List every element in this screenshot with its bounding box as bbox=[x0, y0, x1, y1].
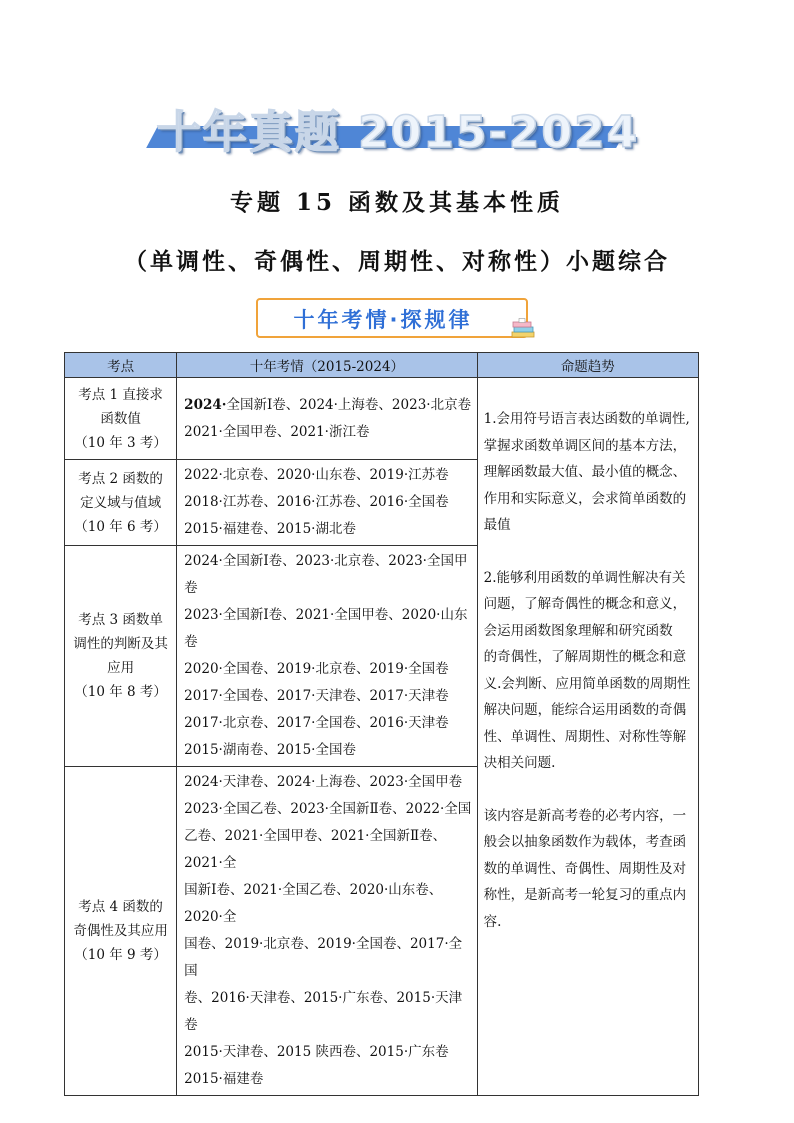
topic-cell bbox=[65, 460, 177, 546]
years-line: 2020·全国卷、2019·北京卷、2019·全国卷 bbox=[184, 661, 449, 677]
topic-line: 考点 1 直接求 bbox=[78, 386, 163, 403]
topic-line: （10 年 6 考） bbox=[74, 518, 167, 535]
years-line: 2017·北京卷、2017·全国卷、2016·天津卷 bbox=[184, 715, 449, 731]
years-text: 全国新Ⅰ卷、2024·上海卷、2023·北京卷 bbox=[226, 396, 472, 413]
topic-line: 考点 4 函数的 bbox=[78, 899, 163, 915]
topic-line: 调性的判断及其 bbox=[73, 636, 168, 652]
years-line: 2023·全国乙卷、2023·全国新Ⅱ卷、2022·全国 bbox=[184, 801, 472, 817]
years-line: 2015·湖南卷、2015·全国卷 bbox=[184, 742, 356, 758]
trend-line: 解决问题，能综合运用函数的奇偶 bbox=[483, 702, 687, 718]
years-line: 2015·福建卷、2015·湖北卷 bbox=[184, 521, 356, 537]
trend-line: 决相关问题. bbox=[483, 755, 556, 771]
title-banner bbox=[148, 92, 648, 162]
years-cell bbox=[177, 767, 477, 1096]
topic-line: （10 年 8 考） bbox=[74, 684, 167, 700]
years-cell bbox=[177, 378, 477, 460]
years-cell bbox=[177, 546, 477, 767]
years-line: 2017·全国卷、2017·天津卷、2017·天津卷 bbox=[184, 688, 449, 704]
trend-line: 最值 bbox=[483, 517, 511, 533]
years-line: 卷 bbox=[184, 580, 198, 596]
topic-line: 函数值 bbox=[100, 410, 141, 427]
trend-line: 该内容是新高考卷的必考内容，一 bbox=[483, 807, 687, 824]
topic-cell bbox=[65, 546, 177, 767]
trend-line: 容. bbox=[483, 913, 502, 930]
trend-line: 数的单调性、奇偶性、周期性及对 bbox=[483, 860, 687, 877]
topic-cell bbox=[65, 767, 177, 1096]
trend-line: 的奇偶性，了解周期性的概念和意 bbox=[483, 649, 687, 665]
topic-title: 专题 15 函数及其基本性质 bbox=[229, 189, 565, 216]
banner-text: 十年真题 2015-2024 bbox=[156, 107, 640, 158]
years-line: 国卷、2019·北京卷、2019·全国卷、2017·全国 bbox=[184, 936, 463, 979]
trend-line: 理解函数最大值、最小值的概念、 bbox=[483, 464, 687, 480]
years-cell bbox=[177, 460, 477, 546]
table-row bbox=[65, 378, 699, 460]
trend-line: 1.会用符号语言表达函数的单调性, bbox=[483, 411, 690, 427]
topic-line: 应用 bbox=[107, 660, 135, 676]
topic-cell bbox=[65, 378, 177, 460]
trend-line: 会运用函数图象理解和研究函数 bbox=[483, 622, 673, 639]
trend-line: 称性，是新高考一轮复习的重点内 bbox=[483, 887, 687, 903]
trend-line: 问题，了解奇偶性的概念和意义， bbox=[483, 596, 687, 612]
years-line: 国新Ⅰ卷、2021·全国乙卷、2020·山东卷、2020·全 bbox=[184, 882, 443, 925]
books-icon bbox=[510, 318, 536, 340]
trend-line: 2.能够利用函数的单调性解决有关 bbox=[483, 569, 686, 586]
topic-line: 定义域与值域 bbox=[80, 494, 162, 511]
topic-line: 考点 2 函数的 bbox=[78, 470, 163, 487]
trend-line: 性、单调性、周期性、对称性等解 bbox=[483, 728, 687, 745]
trend-line: 掌握求函数单调区间的基本方法， bbox=[483, 437, 687, 454]
trend-line: 般会以抽象函数作为载体，考查函 bbox=[483, 834, 687, 850]
years-line: 2015·福建卷 bbox=[184, 1071, 264, 1087]
years-bold: 2024· bbox=[184, 396, 227, 413]
years-line bbox=[184, 392, 472, 419]
years-line: 乙卷、2021·全国甲卷、2021·全国新Ⅱ卷、2021·全 bbox=[184, 828, 447, 871]
trend-cell bbox=[477, 378, 698, 1096]
header-trend: 命题趋势 bbox=[477, 353, 698, 378]
years-line: 2021·全国甲卷、2021·浙江卷 bbox=[184, 423, 370, 440]
topic-line: 考点 3 函数单 bbox=[78, 612, 163, 628]
trend-line: 义.会判断、应用简单函数的周期性 bbox=[483, 675, 691, 692]
years-line: 2018·江苏卷、2016·江苏卷、2016·全国卷 bbox=[184, 494, 449, 510]
years-line: 2024·天津卷、2024·上海卷、2023·全国甲卷 bbox=[184, 774, 463, 790]
header-years: 十年考情（2015-2024） bbox=[177, 353, 477, 378]
topic-line: （10 年 9 考） bbox=[74, 947, 167, 963]
exam-table bbox=[64, 352, 699, 1096]
years-line: 卷、2016·天津卷、2015·广东卷、2015·天津卷 bbox=[184, 990, 463, 1033]
trend-line: 作用和实际意义，会求简单函数的 bbox=[483, 490, 687, 507]
topic-line: （10 年 3 考） bbox=[74, 434, 167, 451]
years-line: 2023·全国新Ⅰ卷、2021·全国甲卷、2020·山东 bbox=[184, 607, 468, 623]
topic-subtitle: （单调性、奇偶性、周期性、对称性）小题综合 bbox=[124, 248, 670, 275]
years-line: 卷 bbox=[184, 634, 198, 650]
years-line: 2024·全国新Ⅰ卷、2023·北京卷、2023·全国甲 bbox=[184, 553, 468, 569]
topic-line: 奇偶性及其应用 bbox=[73, 923, 168, 939]
section-label-box bbox=[256, 298, 528, 338]
years-line: 2022·北京卷、2020·山东卷、2019·江苏卷 bbox=[184, 467, 449, 483]
section-label: 十年考情·探规律 bbox=[293, 308, 473, 332]
years-line: 2015·天津卷、2015 陕西卷、2015·广东卷 bbox=[184, 1044, 449, 1060]
header-topic: 考点 bbox=[65, 353, 177, 378]
table-header-row bbox=[65, 353, 699, 378]
